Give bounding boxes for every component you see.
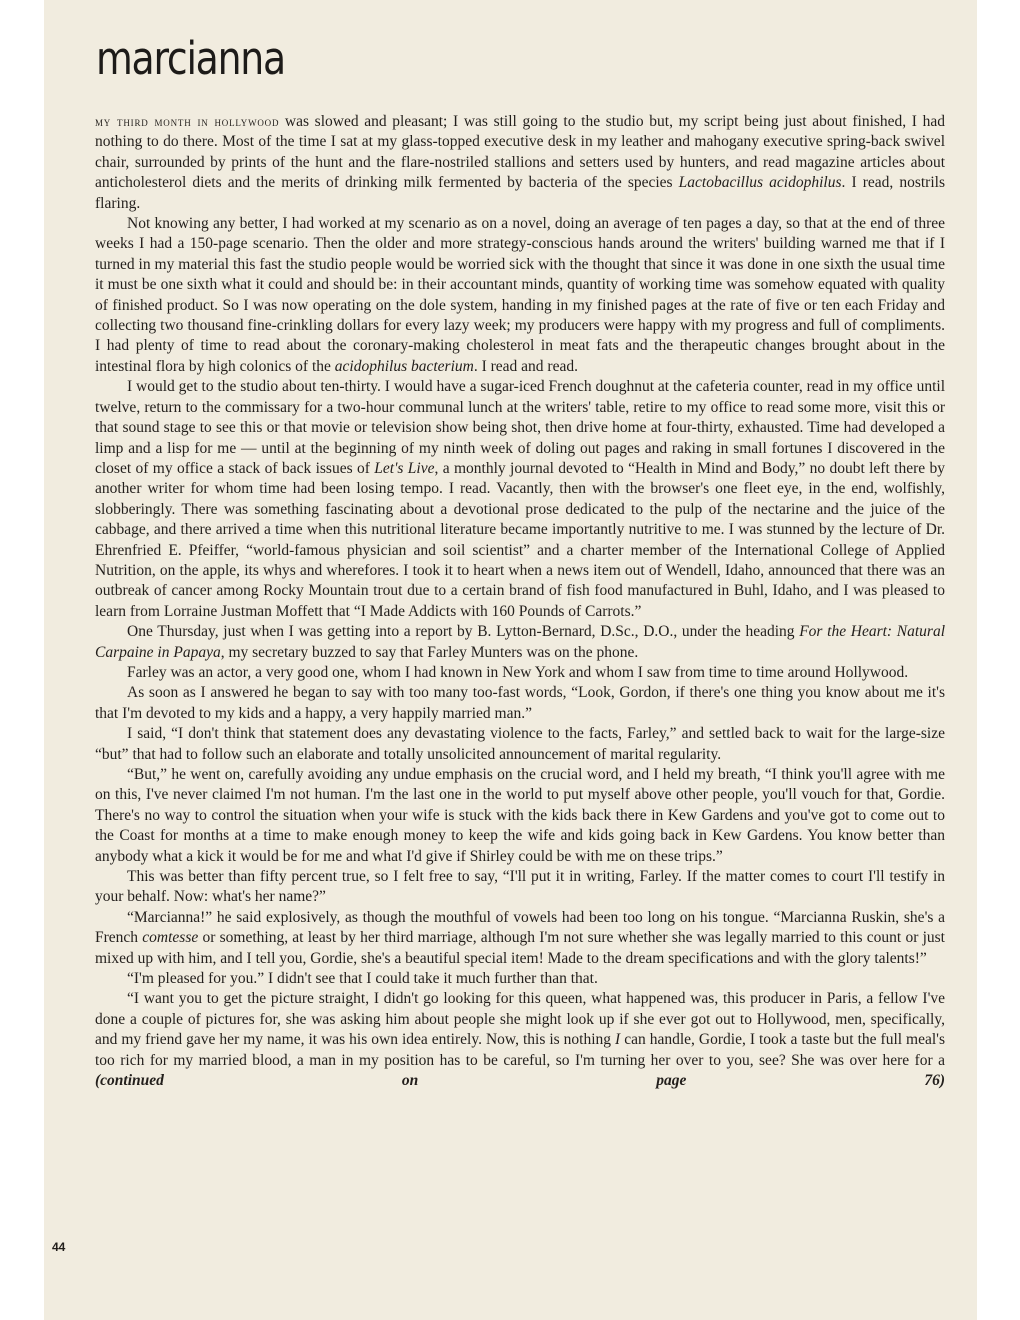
article-paragraph — [95, 622, 945, 663]
text-run: “I'm pleased for you.” I didn't see that I could take it much further than that. — [127, 970, 598, 988]
lead-in: my third month in hollywood — [95, 114, 280, 129]
article-title: marcianna — [96, 32, 285, 85]
article-paragraph — [95, 765, 945, 867]
article-paragraph — [95, 214, 945, 377]
text-run: was slowed and pleasant; I was still going to the studio but, my script being just about finished, I had nothing to do there. Most of the time I sat at my glass-topped executive desk in my leather and mahogany executive spring-back swivel chair, surrounded by prints of the hunt and the flare-nostriled stallions and setters used by hunters, and read magazine articles about anticholesterol diets and the merits of drinking milk fermented by bacteria of the species — [95, 113, 945, 192]
italic-text: comtesse — [142, 929, 199, 947]
page-number: 44 — [52, 1240, 66, 1254]
magazine-page — [44, 0, 977, 1320]
text-run: “Marcianna!” he said explosively, as though the mouthful of vowels had been too long on his tongue. “Marcianna Ruskin, she's a French — [95, 908, 945, 947]
article-paragraph — [95, 908, 945, 969]
article-body — [95, 112, 945, 1092]
article-paragraph — [95, 683, 945, 724]
article-paragraph — [95, 663, 945, 683]
text-run: can handle, Gordie, I took a taste but the full meal's too rich for my married blood, a man in my position has to be careful, so I'm turning her over to you, see? She was over here for a — [95, 1031, 945, 1069]
article-paragraph — [95, 989, 945, 1091]
text-run: , my secretary buzzed to say that Farley Munters was on the phone. — [220, 643, 639, 661]
text-run: I said, “I don't think that statement does any devastating violence to the facts, Farley,” and settled back to wait for the large-size “but” that had to follow such an elaborate and totally unsolicited announcement of marital regularity. — [95, 725, 945, 763]
text-run: One Thursday, just when I was getting into a report by B. Lytton-Bernard, D.Sc., D.O., under the heading — [127, 623, 800, 641]
text-run: This was better than fifty percent true, so I felt free to say, “I'll put it in writing, Farley. If the matter comes to court I'll testify in your behalf. Now: what's her name?” — [95, 868, 945, 906]
article-paragraph — [95, 969, 945, 989]
text-run: “I want you to get the picture straight, I didn't go looking for this queen, what happened was, this producer in Paris, a fellow I've done a couple of pictures for, she was asking him about people she might look up if she ever got out to Hollywood, men, specifically, and my friend gave her my name, it was his own idea entirely. Now, this is nothing — [95, 990, 945, 1049]
italic-text: Lactobacillus acidophilus — [678, 174, 842, 192]
italic-text: For the Heart: Natural Carpaine in Papaya — [95, 623, 945, 661]
italic-text: I — [615, 1031, 621, 1049]
text-run: Not knowing any better, I had worked at my scenario as on a novel, doing an average of ten pages a day, so that at the end of three weeks I had a 150-page scenario. Then the older and more strategy-conscious hands around the writers' building warned me that if I turned in my material this fast the studio people would be worried sick with the thought that since it was done in one sixth the usual time it must be one sixth what it could and should be: in their accountant minds, quantity of working time was somehow equated with quality of finished product. So I was now operating on the dole system, handing in my finished pages at the rate of five or ten each Friday and collecting two thousand fine-crinkling dollars for every lazy week; my producers were happy with my progress and full of compliments. I had plenty of time to read about the coronary-making cholesterol in meat fats and the therapeutic changes brought about in the intestinal flora by high colonics of the — [95, 215, 945, 375]
article-paragraph — [95, 112, 945, 214]
italic-text: Let's Live — [374, 459, 435, 477]
text-run: or something, at least by her third marriage, although I'm not sure whether she was legally married to this count or just mixed up with him, and I tell you, Gordie, she's a beautiful special item! Made to the dream specifications and with the glory talents!” — [95, 929, 945, 967]
italic-text: acidophilus bacterium — [334, 357, 474, 375]
article-paragraph — [95, 377, 945, 622]
continued-note: (continued on page 76) — [95, 1072, 945, 1090]
text-run: I would get to the studio about ten-thirty. I would have a sugar-iced French doughnut at the cafeteria counter, read in my office until twelve, return to the commissary for a two-hour communal lunch at the writers' table, retire to my office to read some more, visit this or that sound stage to see this or that movie or television show being shot, then drive home at four-thirty, exhausted. Time had developed a limp and a lisp for me — until at the beginning of my ninth week of doling out pages and raking in small fortunes I discovered in the closet of my office a stack of back issues of — [95, 378, 945, 477]
text-run: Farley was an actor, a very good one, whom I had known in New York and whom I saw from time to time around Hollywood. — [127, 663, 909, 681]
text-run: “But,” he went on, carefully avoiding any undue emphasis on the crucial word, and I held my breath, “I think you'll agree with me on this, I've never claimed I'm not human. I'm the last one in the world to put myself above other people, you'll vouch for that, Gordie. There's no way to control the situation when your wife is stuck with the kids back there in Kew Gardens and you've got to come out to the Coast for months at a time to make enough money to keep the wife and kids going back in Kew Gardens. You know better than anybody what a kick it would be for me and what I'd give if Shirley could be with me on these trips.” — [95, 766, 945, 865]
text-run: . I read, nostrils flaring. — [95, 174, 945, 212]
text-run: , a monthly journal devoted to “Health in Mind and Body,” no doubt left there by another writer for whom time had been losing tempo. I read. Vacantly, then with the browser's one fleet eye, in the end, wolfishly, slobberingly. There was something fascinating about a devotional prose dedicated to the pulp of the nectarine and the juice of the cabbage, and there arrived a time when this nutritional literature became importantly nutritive to me. I was stunned by the lecture of Dr. Ehrenfried E. Pfeiffer, “world-famous physician and soil scientist” and a charter member of the International College of Applied Nutrition, on the apple, its whys and wherefores. I took it to heart when a news item out of Wendell, Idaho, announced that there was an outbreak of cancer among Rocky Mountain trout due to a certain brand of fish food manufactured in Buhl, Idaho, and I was pleased to learn from Lorraine Justman Moffett that “I Made Addicts with 160 Pounds of Carrots.” — [95, 459, 945, 620]
article-paragraph — [95, 867, 945, 908]
text-run: . I read and read. — [473, 357, 578, 375]
article-paragraph — [95, 724, 945, 765]
text-run: As soon as I answered he began to say with too many too-fast words, “Look, Gordon, if there's one thing you know about me it's that I'm devoted to my kids and a happy, a very happily married man.” — [95, 684, 945, 722]
